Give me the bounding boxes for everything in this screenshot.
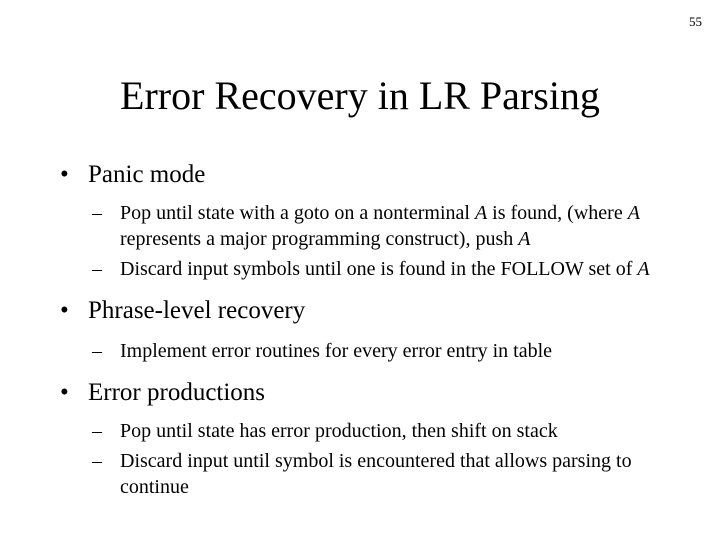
bullet-label: Error productions bbox=[88, 379, 266, 406]
bullet-label: Phrase-level recovery bbox=[88, 297, 306, 324]
dash-icon: – bbox=[92, 450, 102, 472]
sub-bullet-pop-error-production: – Pop until state has error production, then shift on stack bbox=[92, 420, 558, 442]
sub-bullet-discard-follow: – Discard input symbols until one is found in the FOLLOW set of A bbox=[92, 258, 650, 280]
dash-icon: – bbox=[92, 258, 102, 280]
sub-bullet-discard-until-symbol: – Discard input until symbol is encountered that allows parsing to continue bbox=[92, 450, 632, 498]
bullet-phrase-level-recovery bbox=[60, 296, 680, 326]
sub-bullet-pop-goto: – Pop until state with a goto on a nonterminal A is found, (where A represents a major programming construct), push A bbox=[92, 202, 640, 250]
dash-icon: – bbox=[92, 340, 102, 362]
page-number: 55 bbox=[689, 14, 702, 29]
slide-content bbox=[60, 160, 680, 500]
dash-icon: – bbox=[92, 202, 102, 224]
bullet-icon: • bbox=[60, 379, 69, 406]
bullet-label: Panic mode bbox=[88, 161, 206, 188]
dash-icon: – bbox=[92, 420, 102, 442]
sub-bullet-error-routines: – Implement error routines for every error entry in table bbox=[92, 340, 553, 362]
slide-title: Error Recovery in LR Parsing bbox=[120, 73, 600, 118]
bullet-error-productions bbox=[60, 378, 680, 408]
bullet-icon: • bbox=[60, 161, 69, 188]
bullet-icon: • bbox=[60, 297, 69, 324]
bullet-panic-mode bbox=[60, 160, 680, 190]
